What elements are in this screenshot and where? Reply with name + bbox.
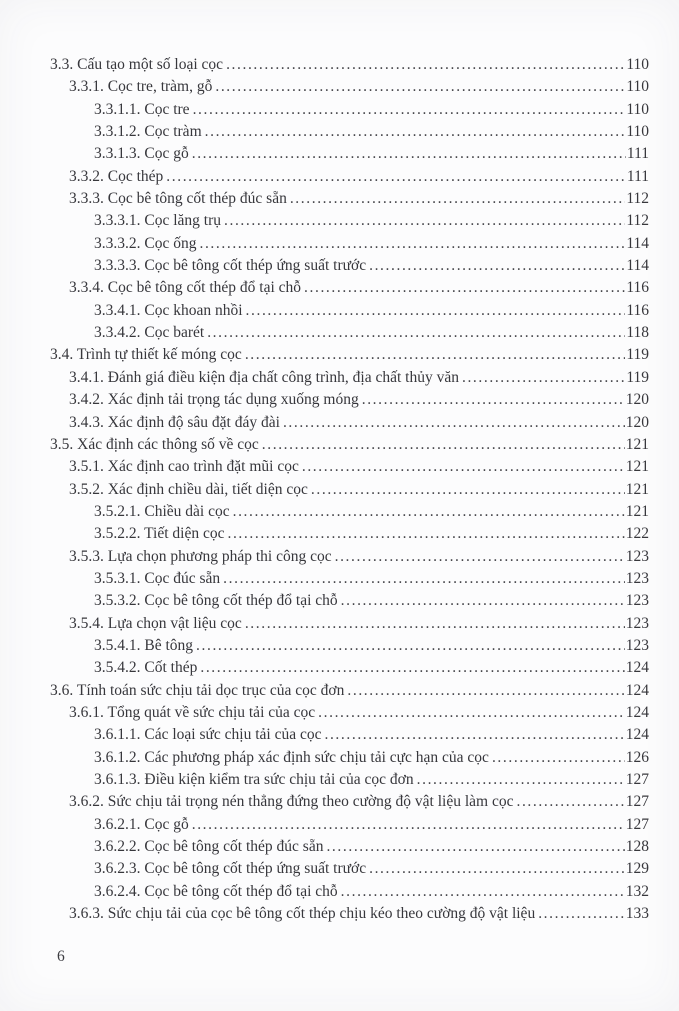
toc-entry-page: 132 (625, 882, 649, 900)
toc-entry (50, 838, 649, 860)
toc-entry-page: 116 (626, 279, 649, 297)
toc-entry (50, 212, 649, 234)
toc-entry-label: 3.4.1. Đánh giá điều kiện địa chất công trình, địa chất thủy văn (69, 368, 459, 386)
dot-leader (192, 816, 625, 834)
dot-leader (199, 235, 625, 253)
toc-entry-page: 118 (626, 324, 649, 342)
toc-entry-page: 110 (626, 56, 649, 73)
toc-entry-label: 3.3.1.3. Cọc gỗ (94, 145, 189, 163)
toc-entry-label: 3.5.1. Xác định cao trình đặt mũi cọc (69, 458, 299, 476)
dot-leader (290, 190, 625, 208)
toc-entry (50, 168, 649, 190)
toc-entry-label: 3.6.1.2. Các phương pháp xác định sức chịu tải cực hạn của cọc (94, 748, 489, 766)
toc-entry-label: 3.5.2.1. Chiều dài cọc (94, 502, 230, 520)
dot-leader (245, 346, 626, 364)
toc-entry-label: 3.5.3.1. Cọc đúc sẵn (94, 569, 221, 587)
toc-entry (50, 78, 649, 100)
toc-entry-page: 111 (626, 145, 649, 163)
dot-leader (205, 123, 626, 141)
dot-leader (166, 168, 626, 186)
toc-entry (50, 816, 649, 838)
dot-leader (369, 860, 625, 878)
toc-entry-page: 127 (625, 815, 649, 833)
toc-entry (50, 324, 649, 346)
toc-entry (50, 659, 649, 681)
toc-entry-label: 3.6.2.1. Cọc gỗ (94, 815, 189, 833)
dot-leader (283, 414, 625, 432)
toc-entry (50, 257, 649, 279)
toc-entry-label: 3.5.3.2. Cọc bê tông cốt thép đổ tại chỗ (94, 592, 338, 610)
toc-entry-page: 121 (625, 458, 649, 476)
dot-leader (341, 592, 625, 610)
toc-entry-page: 112 (626, 212, 649, 230)
toc-entry-page: 110 (626, 100, 649, 118)
dot-leader (347, 682, 624, 700)
toc-entry-page: 121 (625, 435, 649, 453)
dot-leader (207, 324, 625, 342)
toc-entry-page: 121 (625, 480, 649, 498)
toc-entry-label: 3.5. Xác định các thông số về cọc (50, 435, 259, 453)
toc-entry-page: 119 (626, 368, 649, 386)
toc-entry-label: 3.6.1. Tổng quát về sức chịu tải của cọc (69, 703, 316, 721)
toc-entry (50, 883, 649, 905)
toc-entry (50, 905, 649, 927)
toc-entry-page: 114 (626, 257, 649, 275)
toc-entry (50, 56, 649, 78)
toc-entry (50, 346, 649, 368)
dot-leader (318, 704, 625, 722)
toc-entry (50, 860, 649, 882)
toc-entry (50, 570, 649, 592)
toc-entry-page: 126 (625, 748, 649, 766)
toc-entry-label: 3.5.4. Lựa chọn vật liệu cọc (69, 614, 242, 632)
dot-leader (196, 637, 625, 655)
toc-entry (50, 726, 649, 748)
dot-leader (215, 78, 625, 96)
toc-entry-page: 116 (626, 301, 649, 319)
toc-entry-label: 3.6.2.4. Cọc bê tông cốt thép đổ tại chỗ (94, 882, 338, 900)
toc-entry-page: 123 (625, 547, 649, 565)
toc-entry-label: 3.3.4.2. Cọc barét (94, 324, 205, 342)
toc-entry-label: 3.3.3. Cọc bê tông cốt thép đúc sẵn (69, 190, 287, 208)
dot-leader (369, 257, 625, 275)
toc-entry-label: 3.3.3.1. Cọc lăng trụ (94, 212, 221, 230)
toc-entry-page: 123 (625, 614, 649, 632)
toc-entry-label: 3.5.4.2. Cốt thép (94, 659, 198, 677)
toc-entry (50, 414, 649, 436)
toc-entry-label: 3.6.3. Sức chịu tải của cọc bê tông cốt thép chịu kéo theo cường độ vật liệu (69, 905, 536, 923)
toc-entry (50, 235, 649, 257)
toc-entry-page: 124 (625, 681, 649, 699)
toc-entry-page: 122 (625, 525, 649, 543)
toc-entry (50, 793, 649, 815)
toc-page (50, 56, 649, 927)
toc-entry (50, 771, 649, 793)
toc-entry-label: 3.3.4. Cọc bê tông cốt thép đổ tại chỗ (69, 279, 302, 297)
toc-entry (50, 592, 649, 614)
toc-entry-label: 3.3. Cấu tạo một số loại cọc (50, 56, 224, 73)
dot-leader (538, 905, 625, 923)
dot-leader (417, 771, 625, 789)
dot-leader (233, 503, 625, 521)
dot-leader (362, 391, 625, 409)
dot-leader (223, 570, 625, 588)
toc-entry-label: 3.6.2.2. Cọc bê tông cốt thép đúc sẵn (94, 838, 324, 856)
dot-leader (341, 883, 625, 901)
toc-entry (50, 369, 649, 391)
toc-entry (50, 436, 649, 458)
toc-entry-page: 114 (626, 234, 649, 252)
toc-entry-page: 128 (625, 838, 649, 856)
toc-entry-label: 3.3.3.3. Cọc bê tông cốt thép ứng suất trước (94, 257, 367, 275)
toc-entry (50, 458, 649, 480)
toc-entry (50, 391, 649, 413)
dot-leader (245, 615, 625, 633)
toc-entry-page: 123 (625, 636, 649, 654)
toc-entry-page: 129 (625, 860, 649, 878)
toc-entry-label: 3.4. Trình tự thiết kế móng cọc (50, 346, 242, 364)
dot-leader (193, 101, 626, 119)
dot-leader (492, 749, 625, 767)
toc-entry-page: 110 (626, 123, 649, 141)
dot-leader (226, 56, 625, 74)
toc-entry (50, 615, 649, 637)
toc-entry-label: 3.3.3.2. Cọc ống (94, 234, 197, 252)
toc-entry-page: 120 (625, 413, 649, 431)
toc-entry (50, 481, 649, 503)
toc-entry (50, 525, 649, 547)
toc-entry-label: 3.3.4.1. Cọc khoan nhồi (94, 301, 243, 319)
toc-entry (50, 704, 649, 726)
dot-leader (324, 726, 624, 744)
dot-leader (246, 302, 626, 320)
toc-entry-page: 127 (625, 793, 649, 811)
toc-entry-page: 127 (625, 771, 649, 788)
toc-entry (50, 548, 649, 570)
toc-entry (50, 190, 649, 212)
toc-entry-page: 112 (626, 190, 649, 208)
toc-entry-page: 110 (626, 78, 649, 96)
dot-leader (516, 793, 624, 811)
toc-entry-page: 111 (626, 167, 649, 185)
toc-entry (50, 682, 649, 704)
toc-entry-label: 3.5.3. Lựa chọn phương pháp thi công cọc (69, 547, 332, 565)
toc-entry (50, 302, 649, 324)
dot-leader (192, 145, 626, 163)
toc-entry-page: 120 (625, 391, 649, 409)
toc-entry-label: 3.5.2.2. Tiết diện cọc (94, 525, 225, 543)
toc-entry-label: 3.6.2.3. Cọc bê tông cốt thép ứng suất trước (94, 860, 367, 878)
dot-leader (335, 548, 625, 566)
toc-entry-page: 119 (626, 346, 649, 364)
toc-entry-label: 3.6.1.1. Các loại sức chịu tải của cọc (94, 726, 322, 744)
dot-leader (227, 525, 624, 543)
toc-entry-page: 133 (625, 905, 649, 923)
toc-entry-label: 3.6.1.3. Điều kiện kiểm tra sức chịu tải của cọc đơn (94, 771, 414, 788)
toc-entry (50, 145, 649, 167)
dot-leader (224, 212, 625, 230)
toc-entry-label: 3.6.2. Sức chịu tải trọng nén thẳng đứng theo cường độ vật liệu làm cọc (69, 793, 514, 811)
toc-entry-label: 3.3.2. Cọc thép (69, 167, 164, 185)
dot-leader (311, 481, 625, 499)
toc-entry-page: 124 (625, 726, 649, 744)
toc-entry (50, 279, 649, 301)
toc-entry-label: 3.5.4.1. Bê tông (94, 636, 194, 654)
page-number: 6 (57, 948, 65, 965)
dot-leader (200, 659, 624, 677)
dot-leader (262, 436, 625, 454)
toc-entry (50, 637, 649, 659)
toc-entry-page: 123 (625, 592, 649, 610)
toc-entry-label: 3.3.1.2. Cọc tràm (94, 123, 202, 141)
toc-entry (50, 749, 649, 771)
dot-leader (326, 838, 624, 856)
toc-entry (50, 101, 649, 123)
toc-entry-label: 3.3.1.1. Cọc tre (94, 100, 190, 118)
toc-entry (50, 123, 649, 145)
toc-entry-label: 3.4.2. Xác định tải trọng tác dụng xuống móng (69, 391, 359, 409)
toc-entry (50, 503, 649, 525)
toc-entry-page: 121 (625, 502, 649, 520)
toc-entry-label: 3.4.3. Xác định độ sâu đặt đáy đài (69, 413, 280, 431)
toc-entry-label: 3.3.1. Cọc tre, tràm, gỗ (69, 78, 213, 96)
toc-entry-page: 124 (625, 703, 649, 721)
toc-entry-label: 3.6. Tính toán sức chịu tải dọc trục của cọc đơn (50, 681, 345, 699)
dot-leader (304, 279, 625, 297)
dot-leader (302, 458, 625, 476)
toc-entry-page: 123 (625, 569, 649, 587)
dot-leader (462, 369, 625, 387)
toc-entry-page: 124 (625, 659, 649, 677)
toc-entry-label: 3.5.2. Xác định chiều dài, tiết diện cọc (69, 480, 308, 498)
